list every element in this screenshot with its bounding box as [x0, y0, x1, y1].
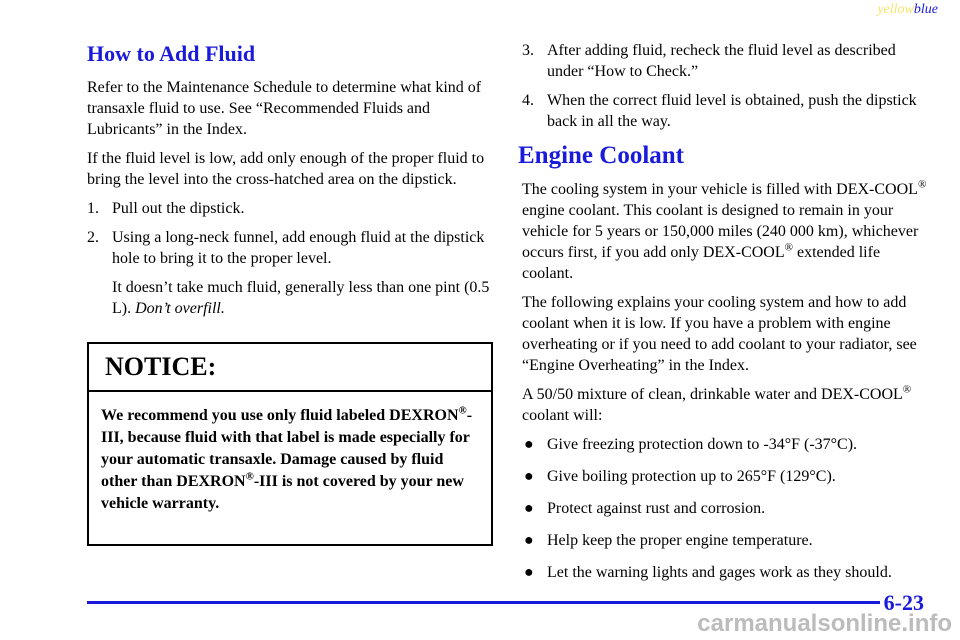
notice-text: -III is not covered by your new vehicle warranty.	[101, 473, 464, 512]
note-text: It doesn’t take much fluid, generally less than one pint (0.5 L).	[112, 279, 490, 317]
coolant-text: The cooling system in your vehicle is filled with DEX-COOL	[522, 181, 918, 198]
step-text: Using a long-neck funnel, add enough fluid at the dipstick hole to bring it to the proper level.	[112, 229, 485, 267]
mixture-text: A 50/50 mixture of clean, drinkable water and DEX-COOL	[522, 386, 903, 403]
step-2-note	[87, 277, 493, 319]
registered-mark: ®	[784, 241, 793, 254]
page-number: 6-23	[883, 590, 924, 615]
step-4	[522, 90, 932, 132]
registered-mark: ®	[245, 470, 254, 483]
note-emphasis: Don’t overfill.	[135, 300, 225, 317]
bullet-text: Help keep the proper engine temperature.	[547, 532, 813, 549]
paragraph-mixture	[522, 384, 932, 426]
footer-rule	[87, 601, 880, 604]
step-2	[87, 227, 493, 269]
watermark: carmanualsonline.info	[697, 610, 952, 637]
registered-mark: ®	[902, 383, 912, 396]
step-number: 2.	[87, 229, 99, 246]
left-column	[87, 40, 493, 327]
step-number: 3.	[522, 42, 534, 59]
notice-box	[87, 342, 493, 546]
right-column	[518, 40, 932, 594]
bullet-text: Let the warning lights and gages work as they should.	[547, 564, 892, 581]
paragraph-following: The following explains your cooling system and how to add coolant when it is low. If you have a problem with engine overheating or if you need to add coolant to your radiator, see “Engine Overheating” in the Index.	[522, 294, 917, 374]
bullet-text: Give freezing protection down to -34°F (-37°C).	[547, 436, 858, 453]
step-number: 1.	[87, 200, 99, 217]
bullet-item	[522, 498, 932, 519]
notice-text: We recommend you use only fluid labeled DEXRON	[101, 407, 459, 424]
step-1	[87, 198, 493, 219]
coolant-text: engine coolant. This coolant is designed to remain in your vehicle for 5 years or 150,000 miles (240 000 km), whichever occurs first, if you add only DEX-COOL	[522, 202, 919, 261]
corner-blue: blue	[913, 2, 938, 17]
registered-mark: ®	[917, 178, 927, 191]
bullet-icon: ●	[524, 564, 534, 581]
coolant-text: extended life coolant.	[522, 244, 881, 282]
corner-yellow: yellow	[877, 2, 914, 17]
bullet-item	[522, 530, 932, 551]
step-text: After adding fluid, recheck the fluid level as described under “How to Check.”	[547, 42, 896, 80]
mixture-text: coolant will:	[522, 407, 603, 424]
bullet-icon: ●	[524, 532, 534, 549]
section-heading-add-fluid: How to Add Fluid	[87, 41, 256, 66]
registered-mark: ®	[458, 404, 467, 417]
step-number: 4.	[522, 92, 534, 109]
notice-text: -III, because fluid with that label is made especially for your automatic transaxle. Damage caused by fluid other than DEXRON	[101, 407, 473, 490]
bullet-item	[522, 434, 932, 455]
corner-label	[877, 2, 938, 18]
notice-title: NOTICE:	[89, 344, 491, 392]
bullet-item	[522, 466, 932, 487]
step-text: When the correct fluid level is obtained, push the dipstick back in all the way.	[547, 92, 917, 130]
paragraph-maintenance: Refer to the Maintenance Schedule to determine what kind of transaxle fluid to use. See “Recommended Fluids and Lubricants” in the Index.	[87, 79, 482, 138]
notice-body	[89, 392, 491, 515]
bullet-item	[522, 562, 932, 583]
bullet-text: Protect against rust and corrosion.	[547, 500, 766, 517]
paragraph-cooling-system	[522, 179, 932, 284]
step-3	[522, 40, 932, 82]
bullet-icon: ●	[524, 468, 534, 485]
bullet-icon: ●	[524, 500, 534, 517]
paragraph-fluid-low: If the fluid level is low, add only enough of the proper fluid to bring the level into the cross-hatched area on the dipstick.	[87, 150, 485, 188]
section-heading-engine-coolant: Engine Coolant	[518, 142, 685, 169]
bullet-text: Give boiling protection up to 265°F (129°C).	[547, 468, 836, 485]
step-text: Pull out the dipstick.	[112, 200, 245, 217]
bullet-icon: ●	[524, 436, 534, 453]
